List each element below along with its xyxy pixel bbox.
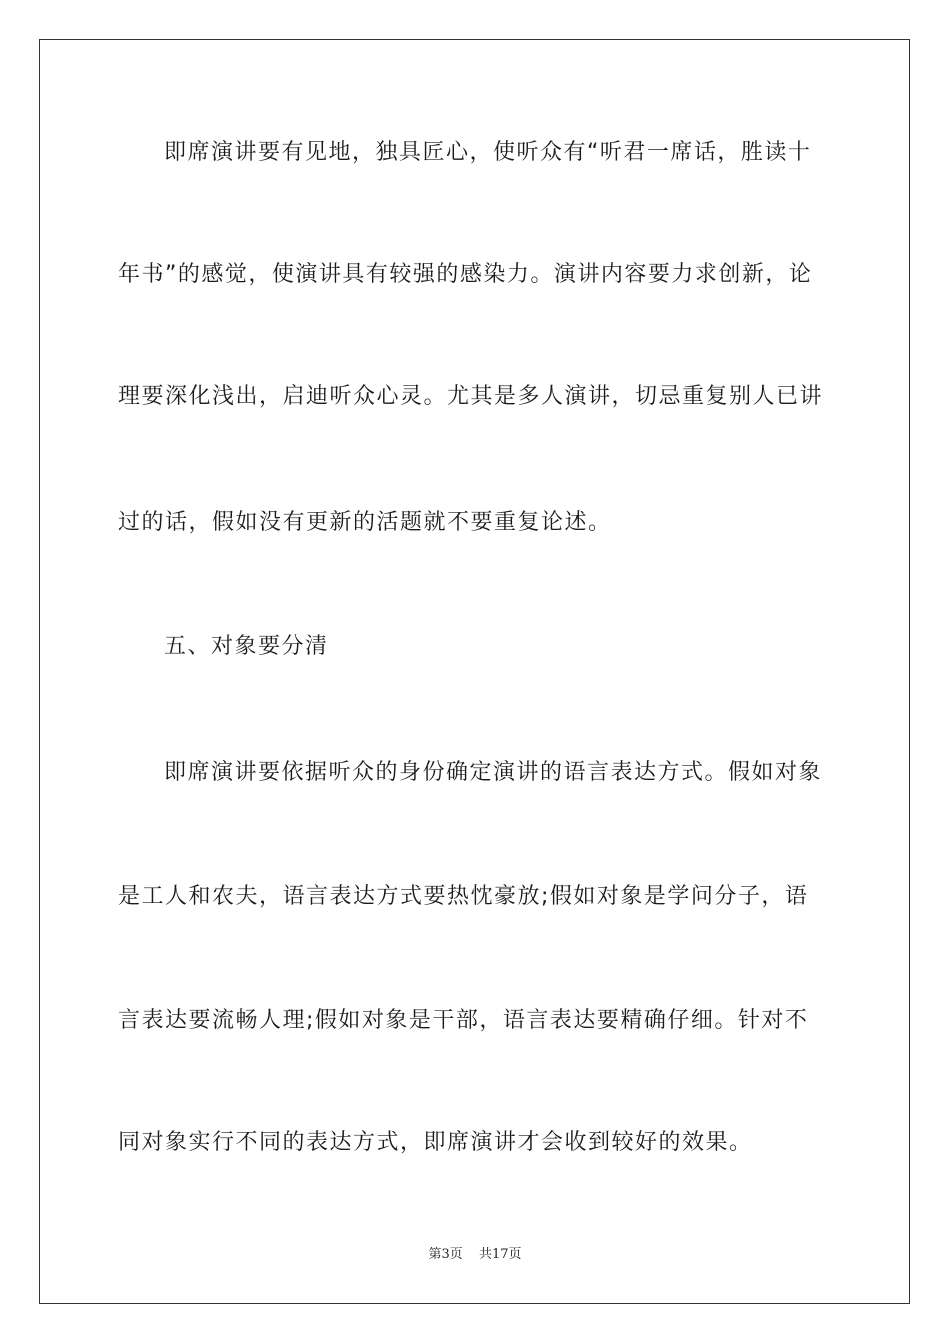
paragraph-line: 同对象实行不同的表达方式，即席演讲才会收到较好的效果。 xyxy=(118,1130,753,1155)
page-total: 共17页 xyxy=(478,1247,522,1262)
section-heading: 五、对象要分清 xyxy=(164,634,329,659)
page-border xyxy=(39,39,910,1304)
page-footer xyxy=(0,1243,950,1262)
paragraph-line: 即席演讲要依据听众的身份确定演讲的语言表达方式。假如对象 xyxy=(164,760,823,785)
paragraph-line: 过的话，假如没有更新的活题就不要重复论述。 xyxy=(118,510,612,535)
paragraph-line: 年书”的感觉，使演讲具有较强的感染力。演讲内容要力求创新，论 xyxy=(118,262,813,287)
paragraph-line: 理要深化浅出，启迪听众心灵。尤其是多人演讲，切忌重复别人已讲 xyxy=(118,384,824,409)
paragraph-line: 是工人和农夫，语言表达方式要热忱豪放;假如对象是学问分子，语 xyxy=(118,884,809,909)
paragraph-line: 言表达要流畅人理;假如对象是干部，语言表达要精确仔细。针对不 xyxy=(118,1008,809,1033)
page-number: 第3页 xyxy=(428,1247,463,1262)
paragraph-line: 即席演讲要有见地，独具匠心，使听众有“听君一席话，胜读十 xyxy=(164,140,812,165)
